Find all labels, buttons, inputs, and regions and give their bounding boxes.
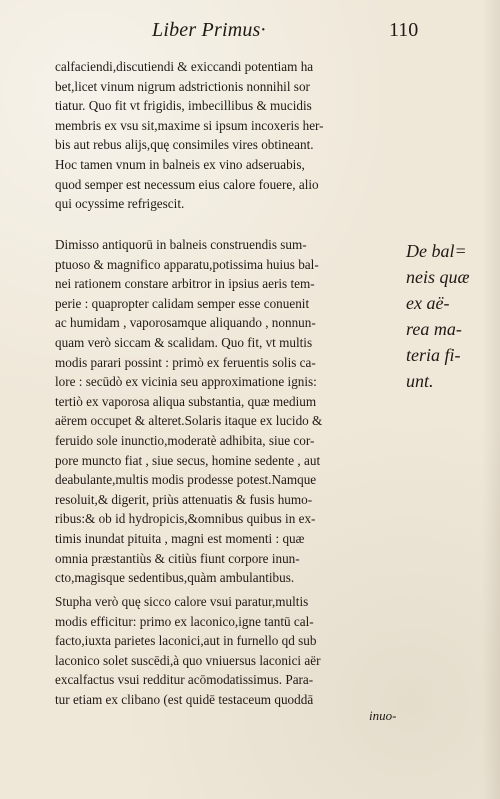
paragraph-2 xyxy=(55,235,407,588)
text-line: Hoc tamen vnum in balneis ex vino adseruabis, xyxy=(55,156,305,172)
text-line: Stupha verò quę sicco calore vsui paratur,multis xyxy=(55,594,309,609)
text-line: laconico solet suscēdi,à quo vniuersus laconici aër xyxy=(55,652,321,668)
text-line: tur etiam ex clibano (est quidē testaceum quoddā xyxy=(55,691,314,707)
marginal-line: unt. xyxy=(406,371,434,391)
text-line: ribus:& ob id hydropicis,&omnibus quibus in ex- xyxy=(55,511,316,527)
paragraph-3 xyxy=(55,592,407,710)
page-number: 110 xyxy=(389,19,419,41)
text-line: deabulante,multis modis prodesse potest.Namque xyxy=(55,472,317,488)
text-line: excalfactus vsui redditur acōmodatissimus. Para- xyxy=(55,672,314,688)
catchword: inuo- xyxy=(369,708,397,723)
text-line: quam verò siccam & scalidam. Quo fit, vt multis xyxy=(55,334,313,350)
text-line: bet,licet vinum nigrum adstrictionis nonnihil sor xyxy=(55,78,310,94)
marginal-line: rea ma- xyxy=(406,319,462,339)
text-line: pore muncto fiat , siue secus, homine sedente , aut xyxy=(55,452,321,468)
marginal-line: De bal= xyxy=(406,241,467,261)
text-line: aërem occupet & alteret.Solaris itaque ex lucido & xyxy=(55,413,323,429)
marginal-line: teria fi- xyxy=(406,345,461,365)
marginal-note xyxy=(406,238,480,394)
text-line: tiatur. Quo fit vt frigidis, imbecillibus & mucidis xyxy=(55,98,312,114)
text-line: cto,magisque sedentibus,quàm ambulantibus. xyxy=(55,570,295,586)
text-line: ac humidam , vaporosamque aliquando , nonnun- xyxy=(55,315,316,331)
text-line: quod semper est necessum eius calore fouere, alio xyxy=(55,176,319,192)
text-line: bis aut rebus alijs,quę consimiles vires obtineant. xyxy=(55,137,314,153)
text-line: ptuoso & magnifico apparatu,potissima huius bal- xyxy=(55,256,319,272)
text-line: feruido sole inunctio,moderatè adhibita, siue cor- xyxy=(55,432,315,448)
text-line: timis inundat pituita , magni est momenti : quæ xyxy=(55,530,305,546)
marginal-line: ex aë- xyxy=(406,293,450,313)
page-edge-shadow xyxy=(482,0,500,799)
text-line: omnia præstantiùs & citiùs fiunt corpore inun- xyxy=(55,550,300,566)
text-line: membris ex vsu sit,maxime si ipsum incoxeris her- xyxy=(55,117,324,133)
text-line: perie : quapropter calidam semper esse conuenit xyxy=(55,295,310,311)
text-line: modis efficitur: primo ex laconico,igne tantū cal- xyxy=(55,613,314,629)
text-line: modis parari possint : primò ex feruentis solis ca- xyxy=(55,354,316,370)
text-line: calfaciendi,discutiendi & exiccandi potentiam ha xyxy=(55,59,314,74)
text-line: Dimisso antiquorū in balneis construendis sum- xyxy=(55,237,307,252)
text-line: resoluit,& digerit, priùs attenuatis & fusis humo- xyxy=(55,491,313,507)
marginal-line: neis quæ xyxy=(406,267,470,287)
text-line: qui ocyssime refrigescit. xyxy=(55,196,185,212)
text-line: nei rationem constare arbitror in ipsius aeris tem- xyxy=(55,276,315,292)
text-line: facto,iuxta parietes laconici,aut in furnello qd sub xyxy=(55,633,317,649)
running-head: Liber Primus· xyxy=(152,19,266,41)
paragraph-1 xyxy=(55,57,407,214)
text-line: tertiò ex vaporosa aliqua substantia, quæ medium xyxy=(55,393,317,409)
text-line: lore : secūdò ex vicinia seu approximatione ignis: xyxy=(55,374,317,390)
